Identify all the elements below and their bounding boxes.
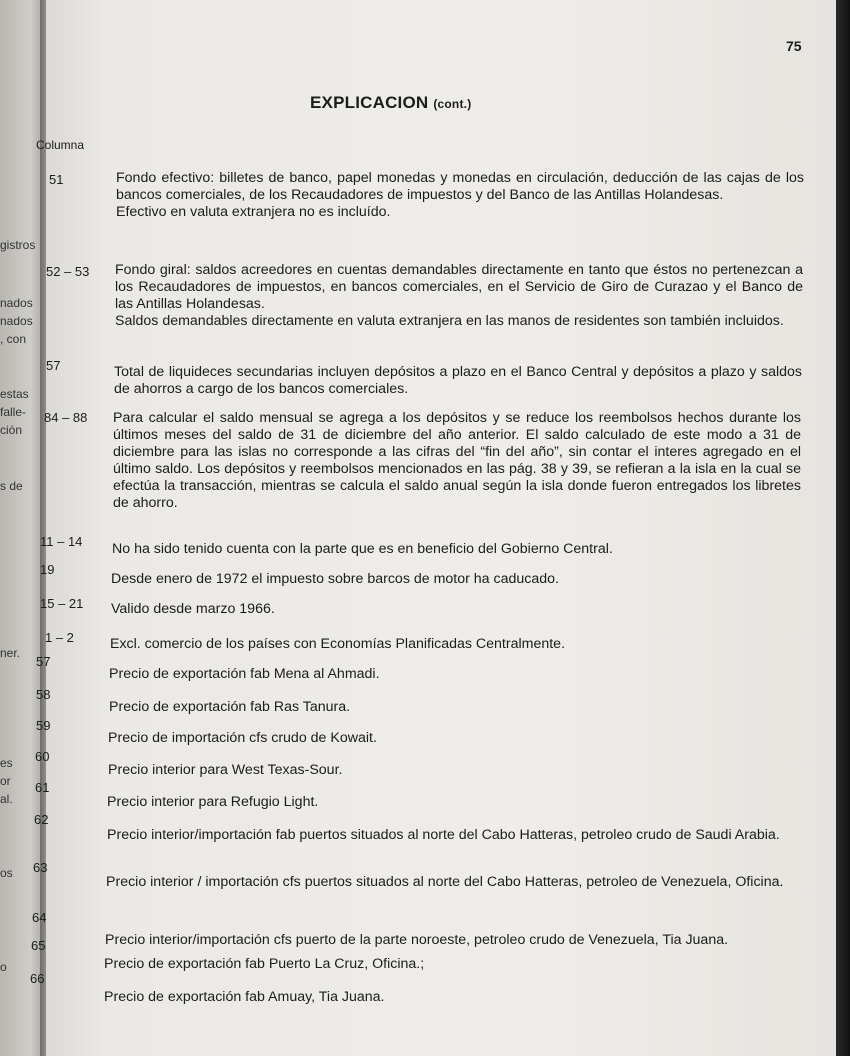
margin-fragment: or <box>0 774 11 788</box>
page-sheet <box>46 0 836 1056</box>
page-right-edge <box>836 0 850 1056</box>
margin-fragment: os <box>0 866 13 880</box>
title-main: EXPLICACION <box>310 93 429 112</box>
entry-text: Precio interior/importación cfs puerto de la parte noroeste, petroleo crudo de Venezuela, Tia Juana. <box>105 932 729 948</box>
entry-text: Valido desde marzo 1966. <box>111 601 275 617</box>
entry-number: 57 <box>36 654 51 669</box>
entry-number: 19 <box>40 562 55 577</box>
entry-text <box>115 262 803 330</box>
entry-number: 60 <box>35 749 50 764</box>
entry-paragraph: Fondo giral: saldos acreedores en cuentas demandables directamente en tanto que éstos no pertenezcan a los Recaudadores de impuestos, en bancos comerciales, en el Servicio de Giro de Curazao y el Banco de las Antillas Holandesas. <box>115 262 803 312</box>
margin-fragment: s de <box>0 479 23 493</box>
entry-text: No ha sido tenido cuenta con la parte que es en beneficio del Gobierno Central. <box>112 541 613 557</box>
entry-text: Precio de exportación fab Mena al Ahmadi. <box>109 666 380 682</box>
entry-paragraph: Para calcular el saldo mensual se agrega a los depósitos y se reduce los reembolsos hechos durante los últimos meses del saldo de 31 de diciembre del año anterior. El saldo calculado de este modo a 31 de diciembre para las islas no corresponde a las cifras del “fin del año”, sin contar el interes agregado en el último saldo. Los depósitos y reembolsos mencionados en las pág. 38 y 39, se refieran a la isla en la cual se efectúa la transacción, mientras se calcula el saldo anual según la isla donde fueron entregados los libretes de ahorro. <box>113 410 801 511</box>
entry-text <box>116 170 804 221</box>
entry-text: Precio de exportación fab Amuay, Tia Juana. <box>104 989 385 1005</box>
entry-number: 62 <box>34 812 49 827</box>
margin-fragment: gistros <box>0 238 36 252</box>
entry-text <box>113 410 801 512</box>
entry-text: Precio interior para West Texas-Sour. <box>108 762 343 778</box>
entry-text: Precio de importación cfs crudo de Kowait. <box>108 730 377 746</box>
entry-number: 84 – 88 <box>44 410 88 425</box>
entry-text: Precio interior para Refugio Light. <box>107 794 319 810</box>
entry-number: 52 – 53 <box>46 264 90 279</box>
entry-number: 61 <box>35 780 50 795</box>
entry-paragraph: Total de liquideces secundarias incluyen depósitos a plazo en el Banco Central y depósitos a plazo y saldos de ahorros a cargo de los bancos comerciales. <box>114 364 802 397</box>
margin-fragment: al. <box>0 792 13 806</box>
margin-fragment: falle- <box>0 405 27 419</box>
entry-number: 51 <box>49 172 64 187</box>
entry-number: 57 <box>46 358 61 373</box>
margin-fragment: nados <box>0 314 33 328</box>
page-number: 75 <box>786 38 802 54</box>
entry-paragraph: Fondo efectivo: billetes de banco, papel monedas y monedas en circulación, deducción de las cajas de los bancos comerciales, de los Recaudadores de impuestos y del Banco de las Antillas Holandesas. <box>116 170 804 203</box>
entry-number: 64 <box>32 910 47 925</box>
entry-text <box>107 827 792 844</box>
title-suffix: (cont.) <box>433 97 472 111</box>
previous-page-edge <box>0 0 47 1056</box>
entry-number: 65 <box>31 938 46 953</box>
entry-text: Precio de exportación fab Puerto La Cruz, Oficina.; <box>104 956 425 972</box>
margin-fragment: o <box>0 960 7 974</box>
entry-paragraph: Precio interior / importación cfs puertos situados al norte del Cabo Hatteras, petroleo de Venezuela, Oficina. <box>106 874 784 890</box>
entry-paragraph: Precio interior/importación fab puertos situados al norte del Cabo Hatteras, petroleo crudo de Saudi Arabia. <box>107 827 780 843</box>
entry-number: 11 – 14 <box>40 534 83 549</box>
margin-fragment: estas <box>0 387 29 401</box>
entry-number: 58 <box>36 687 51 702</box>
entry-number: 15 – 21 <box>40 596 84 611</box>
entry-text: Precio de exportación fab Ras Tanura. <box>109 699 351 715</box>
entry-number: 59 <box>36 718 51 733</box>
entry-text <box>106 874 792 891</box>
margin-fragment: nados <box>0 296 33 310</box>
entry-paragraph: Saldos demandables directamente en valuta extranjera en las manos de residentes son también incluidos. <box>115 313 784 329</box>
margin-fragment: ción <box>0 423 23 437</box>
column-header: Columna <box>36 138 85 152</box>
entry-text: Desde enero de 1972 el impuesto sobre barcos de motor ha caducado. <box>111 571 559 587</box>
margin-fragment: es <box>0 756 13 770</box>
page-title <box>310 93 471 113</box>
entry-number: 1 – 2 <box>45 630 74 645</box>
entry-number: 66 <box>30 971 45 986</box>
entry-number: 63 <box>33 860 48 875</box>
entry-text: Excl. comercio de los países con Economías Planificadas Centralmente. <box>110 636 566 652</box>
margin-fragment: ner. <box>0 646 21 660</box>
entry-text <box>114 364 802 398</box>
entry-paragraph: Efectivo en valuta extranjera no es incluído. <box>116 204 391 220</box>
margin-fragment: , con <box>0 332 27 346</box>
